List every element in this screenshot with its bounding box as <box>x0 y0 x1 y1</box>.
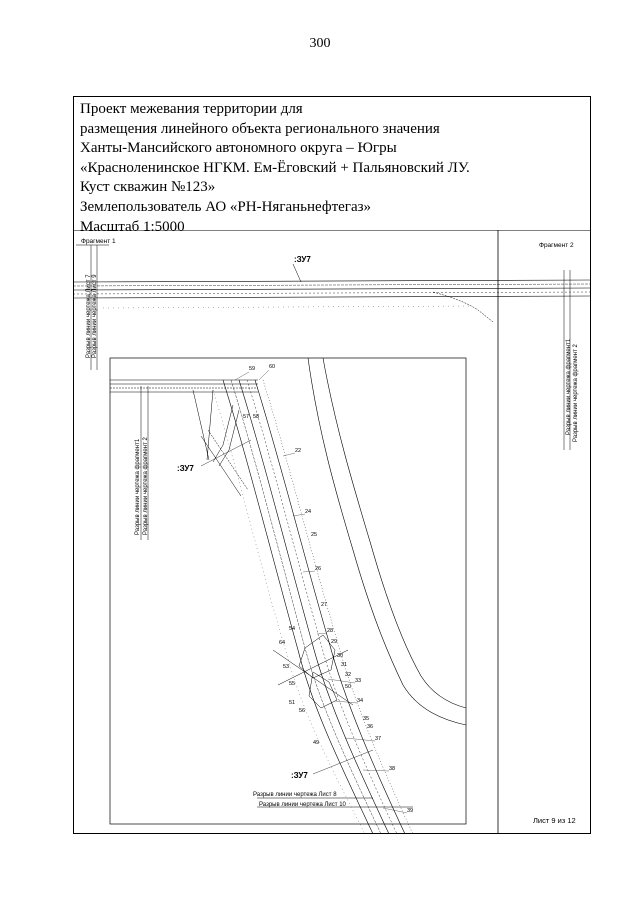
inner-map-panel <box>110 358 466 824</box>
break-line-sheet8: Разрыв линии чертежа Лист 8 <box>253 792 337 798</box>
point-label: 59 <box>249 366 256 372</box>
point-label: 38 <box>389 766 396 772</box>
point-label: 31 <box>341 662 348 668</box>
document-header <box>80 100 585 237</box>
break-line-frag2-right: Разрыв линии чертежа фрагмент 2 <box>573 344 579 442</box>
point-label: 49 <box>313 740 320 746</box>
point-label: 32 <box>345 672 352 678</box>
side-branch <box>193 390 248 496</box>
point-label: 57 <box>243 414 250 420</box>
point-label: 60 <box>269 364 276 370</box>
point-labels <box>243 364 413 814</box>
point-label: 50 <box>345 684 352 690</box>
point-label: 36 <box>367 724 374 730</box>
break-line-sheet10: Разрыв линии чертежа Лист 10 <box>259 802 346 808</box>
point-label: 64 <box>279 640 286 646</box>
sheet-label: Лист 9 из 12 <box>533 816 576 825</box>
top-corridor <box>73 280 591 322</box>
inner-top-road <box>110 380 258 392</box>
point-label: 29 <box>331 639 338 645</box>
break-line-sheet9: Разрыв линии чертежа Лист 9 <box>92 274 98 358</box>
point-label: 34 <box>357 698 364 704</box>
point-label: 26 <box>315 566 322 572</box>
break-line-frag1-right: Разрыв линии чертежа фрагмент1 <box>566 338 572 435</box>
fragment2-label: Фрагмент 2 <box>539 242 574 249</box>
break-line-sheet7: Разрыв линии чертежа Лист 7 <box>86 274 92 358</box>
point-label: 27 <box>321 602 328 608</box>
header-line: размещения линейного объекта регионального значения <box>80 120 440 137</box>
zone-label-top: :ЗУ7 <box>294 255 311 264</box>
point-label: 37 <box>375 736 382 742</box>
zone-label-mid: :ЗУ7 <box>177 464 194 473</box>
point-label: 54 <box>289 626 296 632</box>
point-label: 33 <box>355 678 362 684</box>
header-line: «Красноленинское НГКМ. Ем-Ёговский + Пальяновский ЛУ. <box>80 159 470 176</box>
point-label: 35 <box>363 716 370 722</box>
river-banks <box>308 358 466 725</box>
fragment1-label: Фрагмент 1 <box>81 238 116 245</box>
break-line-frag2-inner: Разрыв линии чертежа фрагмент 2 <box>143 437 149 535</box>
header-line: Ханты-Мансийского автономного округа – Югры <box>80 140 397 157</box>
point-label: 22 <box>295 448 302 454</box>
point-label: 25 <box>311 532 318 538</box>
point-label: 28 <box>327 628 334 634</box>
point-label: 53 <box>283 664 290 670</box>
header-line-scale: Масштаб 1:5000 <box>80 218 185 235</box>
point-leaders <box>235 370 407 813</box>
point-label: 30 <box>337 653 344 659</box>
cadastral-drawing <box>73 230 591 834</box>
header-line: Куст скважин №123» <box>80 179 216 196</box>
point-label: 51 <box>289 700 296 706</box>
break-line-frag1-inner: Разрыв линии чертежа фрагмент1 <box>135 438 141 535</box>
page-number: 300 <box>309 36 331 51</box>
point-label: 56 <box>299 708 306 714</box>
main-corridor <box>213 380 413 834</box>
zone-label-bottom: :ЗУ7 <box>291 771 308 780</box>
point-label: 55 <box>289 681 296 687</box>
point-label: 58 <box>253 414 260 420</box>
header-line: Проект межевания территории для <box>80 101 303 117</box>
header-line: Землепользователь АО «РН-Няганьнефтегаз» <box>80 198 372 215</box>
point-label: 39 <box>407 808 414 814</box>
point-label: 24 <box>305 509 312 515</box>
